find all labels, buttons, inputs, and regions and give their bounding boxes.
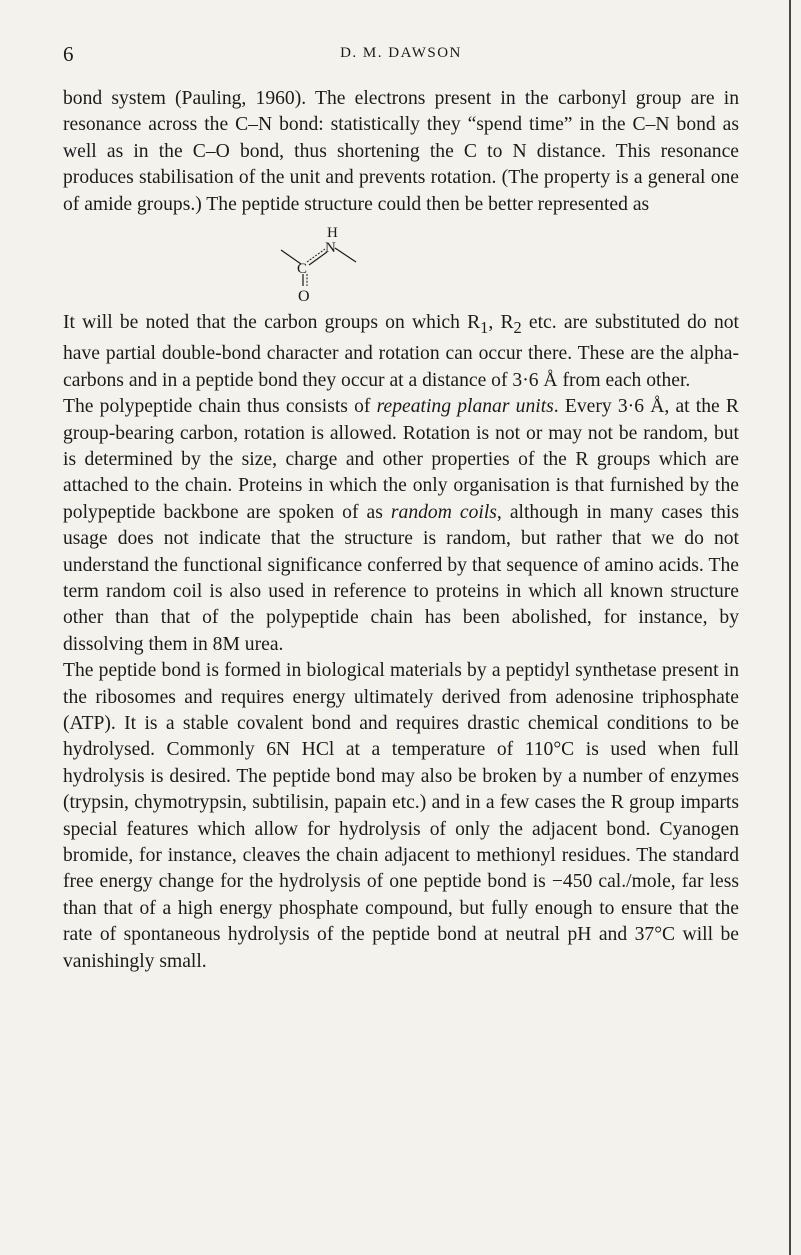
atom-carbon: C [297, 261, 308, 278]
paragraph-3 [63, 394, 739, 658]
atom-nitrogen: N [325, 240, 336, 257]
paragraph-3-text-a: The polypeptide chain thus consists of [63, 396, 377, 418]
peptide-structure-svg [63, 218, 739, 310]
peptide-structure-diagram [63, 218, 739, 310]
atom-oxygen: O [298, 288, 310, 306]
term-repeating-planar-units: repeating planar units [376, 396, 554, 418]
page-edge-line [789, 0, 791, 1255]
bond-nitrogen-right [335, 248, 356, 262]
paragraph-3-text-b: . Every 3·6 Å, at the R group-bearing carbon, rotation is allowed. Rotation is not or may not be random, but is determined by the size, charge and other properties of the R groups which are attached to the chain. Proteins in which the only organisation is that furnished by the polypeptide backbone are spoken of as [63, 396, 740, 523]
paragraph-2 [63, 310, 739, 394]
page-header [63, 42, 739, 72]
subscript-1: 1 [480, 317, 489, 337]
page-body [63, 86, 739, 975]
paragraph-2-text-b: , R [488, 312, 514, 334]
paragraph-2-text-a: It will be noted that the carbon groups on which R [63, 312, 481, 334]
atom-hydrogen: H [327, 225, 338, 242]
page-number: 6 [63, 42, 74, 66]
paragraph-1: bond system (Pauling, 1960). The electrons present in the carbonyl group are in resonance across the C–N bond: statistically they “spend time” in the C–N bond as well as in the C–O bond, thus shortening the C to N distance. This resonance produces stabilisation of the unit and prevents rotation. (The property is a general one of amide groups.) The peptide structure could then be better represented as [63, 88, 739, 215]
term-random-coils: random coils [390, 501, 497, 523]
paragraph-2-text-c: etc. are substituted do not have partial double-bond character and rotation can occur there. These are the alpha-carbons and in a peptide bond they occur at a distance of 3·6 Å from each other. [63, 312, 739, 391]
subscript-2: 2 [513, 317, 522, 337]
running-head: D. M. DAWSON [340, 45, 462, 61]
paragraph-3-text-c: , although in many cases this usage does not indicate that the structure is random, but rather that we do not understand the functional significance conferred by that sequence of amino acids. The term random coil is also used in reference to proteins in which all known structure other than that of the polypeptide chain has been abolished, for instance, by dissolving them in 8M urea. [63, 501, 739, 655]
paragraph-4: The peptide bond is formed in biological materials by a peptidyl synthetase present in the ribosomes and requires energy ultimately derived from adenosine triphosphate (ATP). It is a stable covalent bond and requires drastic chemical conditions to be hydrolysed. Commonly 6N HCl at a temperature of 110°C is used when full hydrolysis is desired. The peptide bond may also be broken by a number of enzymes (trypsin, chymotrypsin, subtilisin, papain etc.) and in a few cases the R group imparts special features which allow for hydrolysis of only the adjacent bond. Cyanogen bromide, for instance, cleaves the chain adjacent to methionyl residues. The standard free energy change for the hydrolysis of one peptide bond is −450 cal./mole, far less than that of a high energy phosphate compound, but fully enough to ensure that the rate of spontaneous hydrolysis of the peptide bond at neutral pH and 37°C will be vanishingly small. [63, 660, 739, 972]
